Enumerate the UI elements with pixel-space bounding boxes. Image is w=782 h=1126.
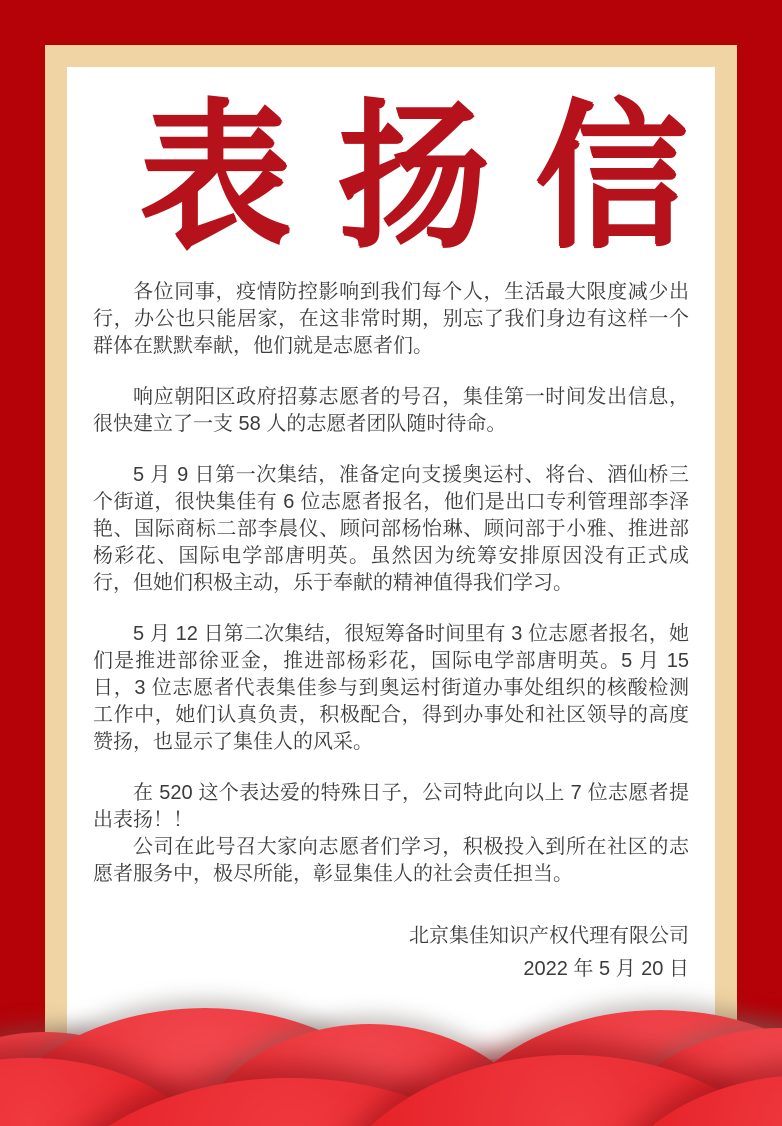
- letter-content: [67, 67, 733, 1059]
- signature-date: 2022 年 5 月 20 日: [523, 958, 689, 980]
- paragraph-first-assembly: 5 月 9 日第一次集结，准备定向支援奥运村、将台、酒仙桥三个街道，很快集佳有 6 位志愿者报名，他们是出口专利管理部李泽艳、国际商标二部李晨仪、顾问部杨怡琳、顾问部于小雅、推进部杨彩花、国际电学部唐明英。虽然因为统筹安排原因没有正式成行，但她们积极主动，乐于奉献的精神值得我们学习。: [93, 464, 689, 594]
- company-signature: 北京集佳知识产权代理有限公司: [409, 925, 689, 947]
- paragraph-commendation: 在 520 这个表达爱的特殊日子，公司特此向以上 7 位志愿者提出表扬！！: [93, 782, 689, 831]
- paragraph-recruitment: 响应朝阳区政府招募志愿者的号召，集佳第一时间发出信息，很快建立了一支 58 人的志愿者团队随时待命。: [93, 386, 689, 435]
- letter-body: [93, 279, 689, 888]
- paragraph-intro: 各位同事，疫情防控影响到我们每个人，生活最大限度减少出行，办公也只能居家，在这非常时期，别忘了我们身边有这样一个群体在默默奉献，他们就是志愿者们。: [93, 281, 689, 357]
- letter-title: 表扬信: [139, 82, 733, 269]
- paragraph-second-assembly: 5 月 12 日第二次集结，很短筹备时间里有 3 位志愿者报名，她们是推进部徐亚金，推进部杨彩花，国际电学部唐明英。5 月 15 日，3 位志愿者代表集佳参与到奥运村街道办事处组织的核酸检测工作中，她们认真负责，积极配合，得到办事处和社区领导的高度赞扬，也显示了集佳人的风采。: [93, 623, 689, 753]
- signature-block: [93, 920, 689, 986]
- paragraph-call-to-action: 公司在此号召大家向志愿者们学习，积极投入到所在社区的志愿者服务中，极尽所能，彰显集佳人的社会责任担当。: [93, 836, 689, 885]
